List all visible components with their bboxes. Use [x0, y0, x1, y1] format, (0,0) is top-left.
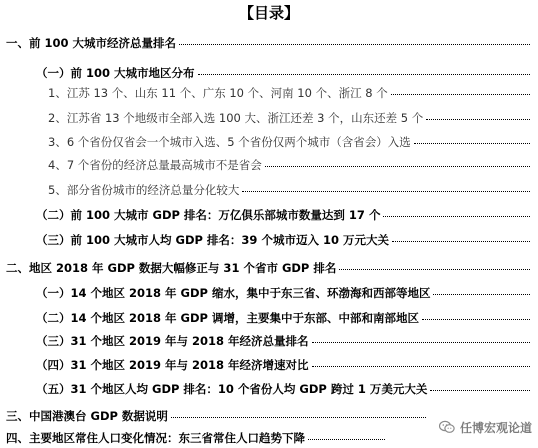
toc-entry-text: 二、地区 2018 年 GDP 数据大幅修正与 31 个省市 GDP 排名	[6, 261, 337, 275]
toc-entry-text: 3、6 个省份仅省会一个城市入选、5 个省份仅两个城市（含省会）入选	[48, 135, 411, 149]
watermark-text: 任博宏观论道	[459, 420, 532, 435]
toc-item	[48, 108, 530, 128]
toc-entry-text: （五）31 个地区人均 GDP 排名：10 个省份人均 GDP 跨过 1 万美元大关	[36, 382, 428, 396]
toc-entry-text: 2、江苏省 13 个地级市全部入选 100 大、浙江还差 3 个，山东还差 5 个	[48, 111, 424, 125]
toc-entry-text: 5、部分省份城市的经济总量分化较大	[48, 183, 240, 197]
dot-leader	[312, 365, 530, 367]
toc-item	[48, 180, 530, 200]
wechat-icon	[439, 420, 455, 434]
dot-leader	[433, 293, 530, 295]
toc-subsection	[36, 379, 530, 399]
dot-leader	[383, 215, 530, 217]
dot-leader	[308, 438, 385, 440]
toc-section	[6, 258, 530, 278]
toc-item	[48, 83, 530, 103]
dot-leader	[391, 93, 530, 95]
toc-entry-text: （一）14 个地区 2018 年 GDP 缩水，集中于东三省、环渤海和西部等地区	[36, 286, 431, 300]
dot-leader	[198, 73, 530, 75]
toc-entry-text: （二）14 个地区 2018 年 GDP 调增，主要集中于东部、中部和南部地区	[36, 311, 419, 325]
toc-entry-text: （二）前 100 大城市 GDP 排名：万亿俱乐部城市数量达到 17 个	[36, 208, 381, 222]
toc-entry-text: 一、前 100 大城市经济总量排名	[6, 36, 177, 50]
toc-entry-text: 4、7 个省份的经济总量最高城市不是省会	[48, 158, 262, 172]
toc-item	[48, 155, 530, 175]
dot-leader	[414, 142, 530, 144]
toc-item	[48, 132, 530, 152]
watermark	[439, 417, 532, 437]
toc-subsection	[36, 331, 530, 351]
toc-entry-text: （三）前 100 大城市人均 GDP 排名：39 个城市迈入 10 万元大关	[36, 233, 389, 247]
dot-leader	[265, 165, 530, 167]
toc-subsection	[36, 308, 530, 328]
dot-leader	[312, 341, 530, 343]
toc-subsection	[36, 230, 530, 250]
dot-leader	[179, 43, 530, 45]
toc-subsection	[36, 205, 530, 225]
toc-entry-text: （三）31 个地区 2019 年与 2018 年经济总量排名	[36, 334, 309, 348]
dot-leader	[426, 118, 530, 120]
toc-subsection	[36, 355, 530, 375]
toc-title: 【目录】	[238, 4, 299, 22]
dot-leader	[430, 389, 530, 391]
dot-leader	[392, 240, 530, 242]
toc-subsection	[36, 283, 530, 303]
toc-section	[6, 33, 530, 53]
toc-entry-text: 四、主要地区常住人口变化情况：东三省常住人口趋势下降	[6, 431, 305, 445]
toc-entry-text: （四）31 个地区 2019 年与 2018 年经济增速对比	[36, 358, 309, 372]
dot-leader	[339, 268, 530, 270]
dot-leader	[171, 416, 426, 418]
toc-entry-text: 三、中国港澳台 GDP 数据说明	[6, 409, 168, 423]
toc-subsection	[36, 63, 530, 83]
toc-section	[6, 406, 426, 426]
toc-entry-text: （一）前 100 大城市地区分布	[36, 66, 195, 80]
toc-section	[6, 428, 385, 448]
toc-entry-text: 1、江苏 13 个、山东 11 个、广东 10 个、河南 10 个、浙江 8 个	[48, 86, 388, 100]
dot-leader	[422, 318, 530, 320]
dot-leader	[242, 190, 530, 192]
